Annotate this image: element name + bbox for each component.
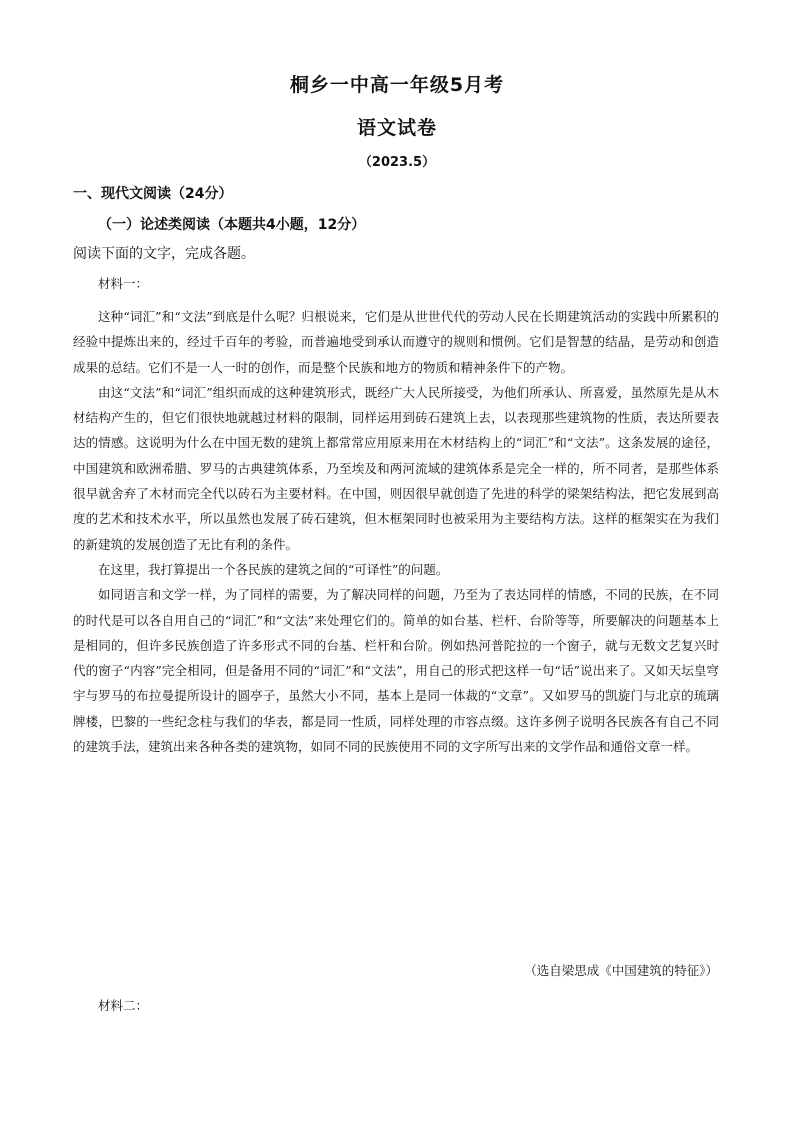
paragraph: 在这里，我打算提出一个各民族的建筑之间的“可译性”的问题。: [98, 561, 449, 577]
exam-subtitle: 语文试卷: [356, 117, 437, 139]
section-subheading: （一）论述类阅读（本题共4小题，12分）: [98, 217, 366, 233]
material-one-body: [73, 304, 719, 759]
exam-date: （2023.5）: [358, 155, 436, 170]
paragraph: 如同语言和文学一样，为了同样的需要，为了解决同样的问题，乃至为了表达同样的情感，不同的民族，在不同的时代是可以各自用自己的“词汇”和“文法”来处理它们的。简单的如台基、栏杆、台阶等等，所要解决的问题基本上是相同的，但许多民族创造了许多形式不同的台基、栏杆和台阶。例如热河普陀拉的一个窗子，就与无数文艺复兴时代的窗子“内容”完全相同，但是备用不同的“词汇”和“文法”，用自己的形式把这样一句“话”说出来了。又如天坛皇穹宇与罗马的布拉曼提所设计的圆亭子，虽然大小不同，基本上是同一体裁的“文章”。又如罗马的凯旋门与北京的琉璃牌楼，巴黎的一些纪念柱与我们的华表，都是同一性质，同样处理的市容点缀。这许多例子说明各民族各有自己不同的建筑手法，建筑出来各种各类的建筑物，如同不同的民族使用不同的文字所写出来的文学作品和通俗文章一样。: [73, 587, 719, 755]
material-one-source: （选自梁思成《中国建筑的特征》）: [524, 963, 718, 978]
section-heading: 一、现代文阅读（24分）: [73, 186, 233, 202]
material-two-label: 材料二：: [98, 998, 149, 1013]
exam-title: 桐乡一中高一年级5月考: [289, 74, 505, 96]
reading-instruction: 阅读下面的文字，完成各题。: [73, 246, 255, 262]
paragraph: 这种“词汇”和“文法”到底是什么呢？归根说来，它们是从世世代代的劳动人民在长期建筑活动的实践中所累积的经验中提炼出来的，经过千百年的考验，而普遍地受到承认而遵守的规则和惯例。它们是智慧的结晶，是劳动和创造成果的总结。它们不是一人一时的创作，而是整个民族和地方的物质和精神条件下的产物。: [73, 309, 719, 375]
paragraph: 由这“文法”和“词汇”组织而成的这种建筑形式，既经广大人民所接受，为他们所承认、所喜爱，虽然原先是从木材结构产生的，但它们很快地就越过材料的限制，同样运用到砖石建筑上去，以表现那些建筑物的性质，表达所要表达的情感。这说明为什么在中国无数的建筑上都常常应用原来用在木材结构上的“词汇”和“文法”。这条发展的途径，中国建筑和欧洲希腊、罗马的古典建筑体系，乃至埃及和两河流域的建筑体系是完全一样的，所不同者，是那些体系很早就舍弃了木材而完全代以砖石为主要材料。在中国，则因很早就创造了先进的科学的梁架结构法，把它发展到高度的艺术和技术水平，所以虽然也发展了砖石建筑，但木框架同时也被采用为主要结构方法。这样的框架实在为我们的新建筑的发展创造了无比有利的条件。: [73, 384, 719, 552]
material-one-label: 材料一：: [98, 276, 149, 291]
